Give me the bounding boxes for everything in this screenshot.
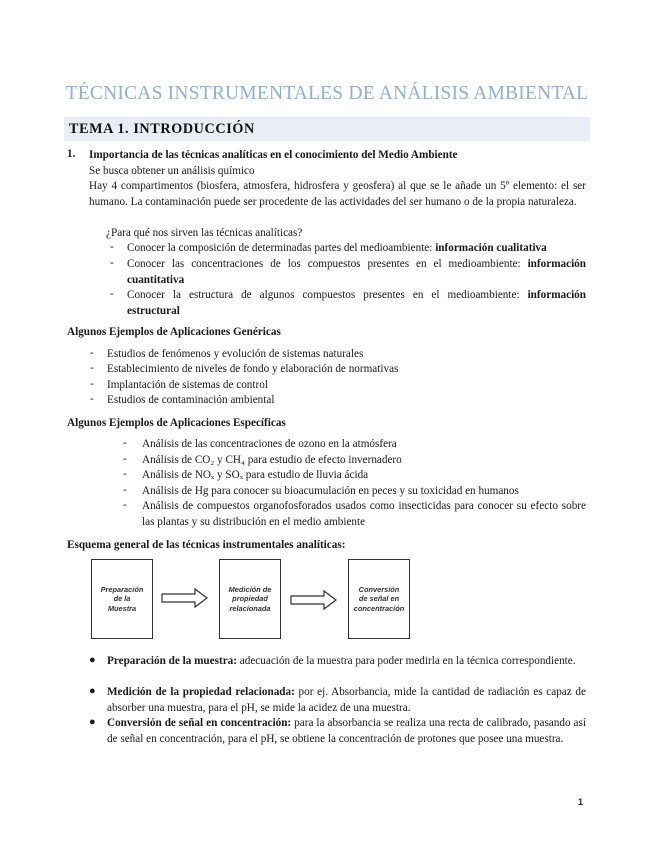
explanation-item: Conversión de señal en concentración: para la absorbancia se realiza una recta de calibrado, pasando así de señal en concentración, para el pH, se obtiene la concentración de protones que posee una muestra.	[107, 717, 586, 745]
paragraph: Hay 4 compartimentos (biosfera, atmosfera, hidrosfera y geosfera) al que se le añade un 5º elemento: el ser humano. La contaminación puede ser procedente de las actividades del ser humano o de la propia naturaleza.	[89, 180, 586, 208]
page-number: 1	[578, 797, 584, 807]
paragraph: Se busca obtener un análisis químico	[89, 165, 255, 177]
hollow-right-arrow-icon	[290, 589, 338, 611]
dash-marker: -	[110, 241, 114, 253]
list-item: Conocer las concentraciones de los compuestos presentes en el medioambiente: información cuantitativa	[127, 258, 586, 286]
list-item: Estudios de contaminación ambiental	[107, 394, 275, 406]
explanation-item: Preparación de la muestra: adecuación de la muestra para poder medirla en la técnica correspondiente.	[107, 655, 576, 667]
dash-marker: -	[123, 499, 127, 511]
tema-heading: TEMA 1. INTRODUCCIÓN	[69, 121, 255, 137]
specific-apps-heading: Algunos Ejemplos de Aplicaciones Específicas	[67, 417, 286, 429]
section-number: 1.	[67, 148, 76, 160]
list-item: Análisis de CO₂ y CH₄ para estudio de efecto invernadero	[142, 454, 402, 466]
list-item: Establecimiento de niveles de fondo y elaboración de normativas	[107, 363, 399, 375]
tema-heading-band	[64, 117, 590, 141]
question-text: ¿Para qué nos sirven las técnicas analíticas?	[106, 227, 303, 239]
dash-marker: -	[123, 437, 127, 449]
list-item: Análisis de Hg para conocer su bioacumulación en peces y su toxicidad en humanos	[142, 485, 519, 497]
scheme-box-measurement: Medición de propiedad relacionada	[219, 559, 281, 639]
list-item: Análisis de NOₓ y SOₓ para estudio de lluvia ácida	[142, 469, 369, 481]
document-title: TÉCNICAS INSTRUMENTALES DE ANÁLISIS AMBIENTAL	[65, 83, 589, 104]
dash-marker: -	[110, 257, 114, 269]
dash-marker: -	[123, 468, 127, 480]
dash-marker: -	[110, 288, 114, 300]
explanation-item: Medición de la propiedad relacionada: por ej. Absorbancia, mide la cantidad de radiación es capaz de absorber una muestra, para el pH, se mide la acidez de una muestra.	[107, 686, 586, 714]
list-item: Conocer la composición de determinadas partes del medioambiente: información cualitativa	[127, 242, 547, 254]
bullet-icon: ●	[89, 716, 96, 728]
generic-apps-heading: Algunos Ejemplos de Aplicaciones Genéricas	[67, 326, 281, 338]
scheme-box-preparation: Preparación de la Muestra	[91, 559, 153, 639]
scheme-heading: Esquema general de las técnicas instrumentales analíticas:	[67, 539, 346, 551]
bullet-icon: ●	[89, 654, 96, 666]
list-item: Conocer la estructura de algunos compuestos presentes en el medioambiente: información estructural	[127, 289, 586, 317]
dash-marker: -	[90, 347, 94, 359]
bullet-icon: ●	[89, 685, 96, 697]
dash-marker: -	[90, 362, 94, 374]
list-item: Estudios de fenómenos y evolución de sistemas naturales	[107, 348, 364, 360]
hollow-right-arrow-icon	[161, 587, 209, 609]
list-item: Análisis de las concentraciones de ozono en la atmósfera	[142, 438, 397, 450]
dash-marker: -	[123, 484, 127, 496]
section-heading: Importancia de las técnicas analíticas en el conocimiento del Medio Ambiente	[89, 149, 458, 161]
list-item: Implantación de sistemas de control	[107, 379, 268, 391]
dash-marker: -	[123, 453, 127, 465]
list-item: Análisis de compuestos organofosforados usados como insecticidas para conocer su efecto sobre las plantas y su distribución en el medio ambiente	[142, 500, 586, 528]
dash-marker: -	[90, 393, 94, 405]
scheme-box-conversion: Conversión de señal en concentración	[348, 559, 410, 639]
dash-marker: -	[90, 378, 94, 390]
